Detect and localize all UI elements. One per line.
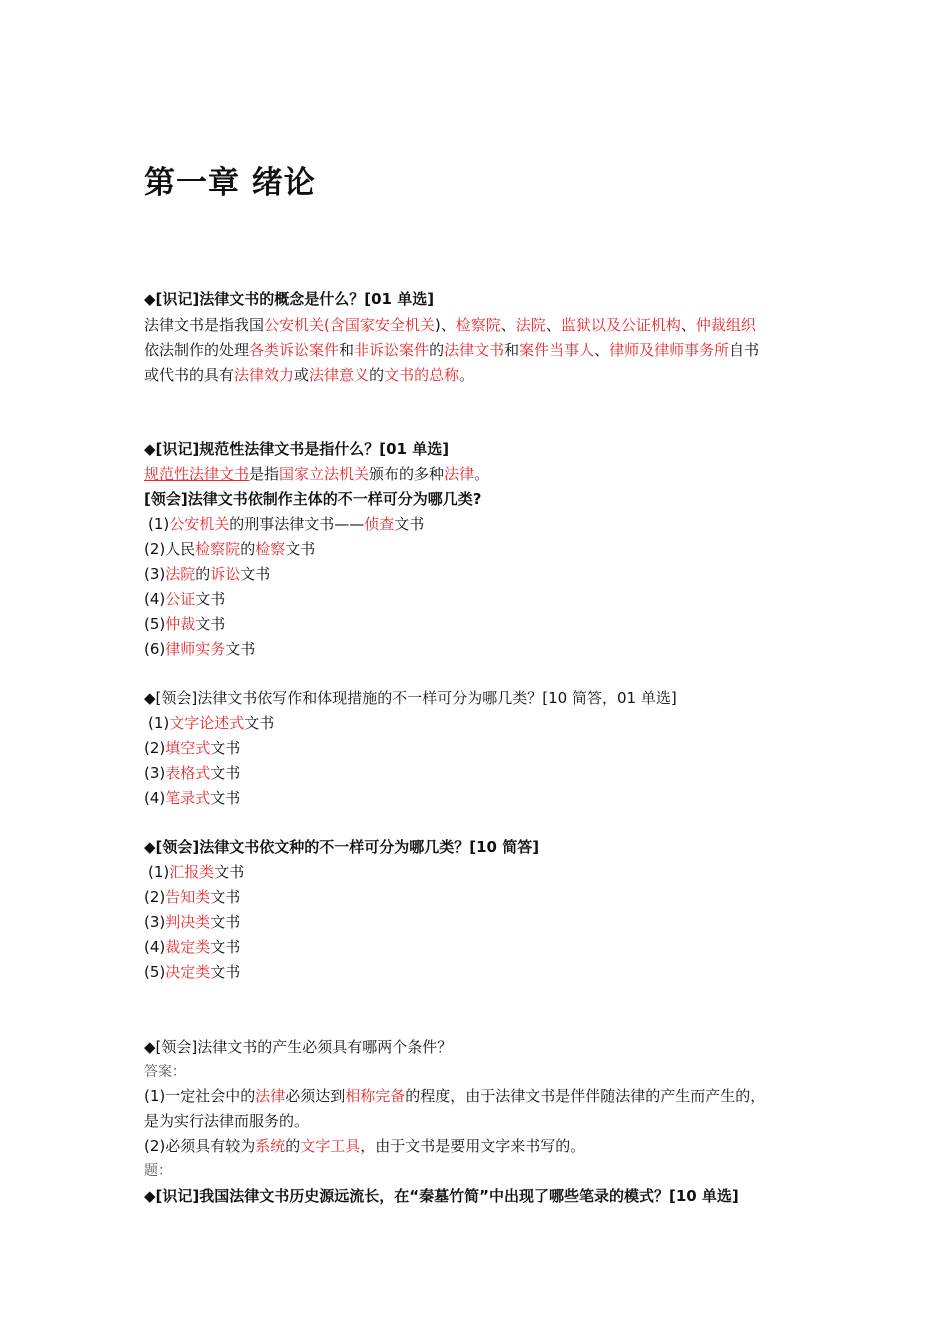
list-item: (1)文字论述式文书 [148, 714, 275, 732]
bullet-icon: ◆ [144, 838, 156, 856]
list-item: (6)律师实务文书 [144, 640, 256, 658]
list-item: (1)公安机关的刑事法律文书——侦查文书 [148, 515, 425, 533]
answer-label: 答案： [144, 1064, 186, 1080]
list-item: (1)汇报类文书 [148, 863, 245, 881]
list-item: (5)决定类文书 [144, 963, 241, 981]
question-2-subtitle: [领会]法律文书依制作主体的不一样可分为哪几类? [144, 490, 482, 508]
bullet-icon: ◆ [144, 689, 156, 707]
list-item: (4)裁定类文书 [144, 938, 241, 956]
list-item: (3)表格式文书 [144, 764, 241, 782]
answer-line: 法律文书是指我国公安机关(含国家安全机关)、检察院、法院、监狱以及公证机构、仲裁组织 [144, 316, 756, 334]
list-item: (3)法院的诉讼文书 [144, 565, 271, 583]
question-1-title: ◆[识记]法律文书的概念是什么？[01 单选] [144, 290, 435, 308]
answer-line: 规范性法律文书是指国家立法机关颁布的多种法律。 [144, 465, 490, 483]
answer-line: 是为实行法律而服务的。 [144, 1112, 310, 1130]
answer-line: (1)一定社会中的法律必须达到相称完备的程度，由于法律文书是伴伴随法律的产生而产生的， [144, 1087, 766, 1105]
question-4-title: ◆[领会]法律文书依文种的不一样可分为哪几类？[10 简答] [144, 838, 540, 856]
list-item: (4)笔录式文书 [144, 789, 241, 807]
bullet-icon: ◆ [144, 1038, 156, 1056]
bullet-icon: ◆ [144, 1187, 156, 1205]
answer-line: (2)必须具有较为系统的文字工具，由于文书是要用文字来书写的。 [144, 1137, 586, 1155]
list-item: (4)公证文书 [144, 590, 226, 608]
list-item: (2)人民检察院的检察文书 [144, 540, 316, 558]
answer-line: 依法制作的处理各类诉讼案件和非诉讼案件的法律文书和案件当事人、律师及律师事务所自书 [144, 341, 760, 359]
bullet-icon: ◆ [144, 290, 156, 308]
question-3-title: ◆[领会]法律文书依写作和体现措施的不一样可分为哪几类？[10 简答，01 单选] [144, 689, 677, 707]
list-item: (5)仲裁文书 [144, 615, 226, 633]
question-5-title: ◆[领会]法律文书的产生必须具有哪两个条件？ [144, 1038, 453, 1056]
answer-line: 或代书的具有法律效力或法律意义的文书的总称。 [144, 366, 475, 384]
list-item: (3)判决类文书 [144, 913, 241, 931]
list-item: (2)填空式文书 [144, 739, 241, 757]
chapter-title: 第一章 绪论 [144, 165, 316, 201]
bullet-icon: ◆ [144, 440, 156, 458]
topic-label: 题： [144, 1163, 172, 1179]
question-2-title: ◆[识记]规范性法律文书是指什么？[01 单选] [144, 440, 450, 458]
list-item: (2)告知类文书 [144, 888, 241, 906]
question-6-title: ◆[识记]我国法律文书历史源远流长，在“秦墓竹简”中出现了哪些笔录的模式？[10 单选] [144, 1187, 739, 1205]
